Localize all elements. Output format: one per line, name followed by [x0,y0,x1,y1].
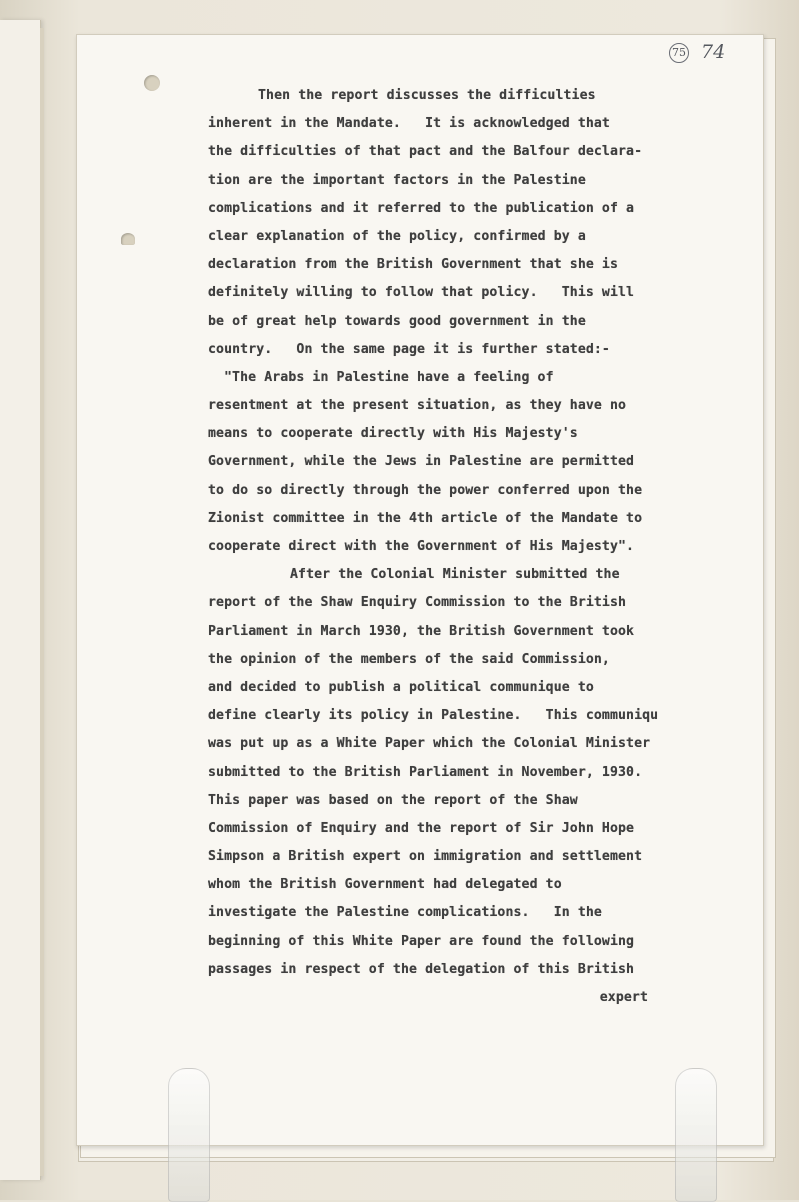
page-clip [168,1068,210,1202]
text-line: inherent in the Mandate. It is acknowledged that [208,116,610,132]
text-line: means to cooperate directly with His Majesty's [208,426,578,442]
text-line: was put up as a White Paper which the Colonial Minister [208,736,651,752]
text-line: Parliament in March 1930, the British Government took [208,623,635,639]
text-line: clear explanation of the policy, confirmed by a [208,228,586,244]
text-line: passages in respect of the delegation of this British [208,961,635,977]
text-line: to do so directly through the power conferred upon the [208,482,643,498]
text-line: and decided to publish a political communique to [208,679,594,695]
text-line: report of the Shaw Enquiry Commission to the British [208,595,627,611]
text-line: beginning of this White Paper are found the following [208,933,635,949]
adjacent-page-shadow [40,28,44,1176]
text-line: Government, while the Jews in Palestine are permitted [208,454,635,470]
text-line: Commission of Enquiry and the report of Sir John Hope [208,820,635,836]
punch-hole [121,233,135,245]
text-line: expert [599,990,648,1005]
text-line: investigate the Palestine complications. In the [208,905,602,921]
text-line: be of great help towards good government in the [208,313,586,329]
folio-number [669,41,725,63]
punch-hole [144,75,160,91]
text-line: Zionist committee in the 4th article of the Mandate to [208,510,643,526]
text-line: complications and it referred to the publication of a [208,200,635,216]
text-line: the opinion of the members of the said Commission, [208,651,610,667]
page-clip [675,1068,717,1202]
text-line: Then the report discusses the difficulties [258,88,596,103]
adjacent-page-edge [0,20,41,1180]
text-line: tion are the important factors in the Palestine [208,172,586,188]
text-line: declaration from the British Government that she is [208,257,619,273]
text-line: definitely willing to follow that policy. This will [208,285,635,301]
text-line: define clearly its policy in Palestine. This communiqu [208,708,659,724]
folio-handwritten-number: 74 [701,41,726,63]
text-line: This paper was based on the report of the Shaw [208,792,578,808]
folio-circled-number: 75 [669,43,689,63]
text-line: After the Colonial Minister submitted the [290,567,620,583]
typed-body-text [208,82,678,1012]
text-line: country. On the same page it is further stated:- [208,341,610,357]
text-line: submitted to the British Parliament in November, 1930. [208,764,643,780]
text-line: cooperate direct with the Government of His Majesty". [208,539,635,554]
text-line: whom the British Government had delegated to [208,877,562,893]
text-line: the difficulties of that pact and the Balfour declara- [208,144,643,160]
text-line: "The Arabs in Palestine have a feeling of [224,369,554,385]
text-line: Simpson a British expert on immigration and settlement [208,849,643,865]
text-line: resentment at the present situation, as they have no [208,398,627,414]
